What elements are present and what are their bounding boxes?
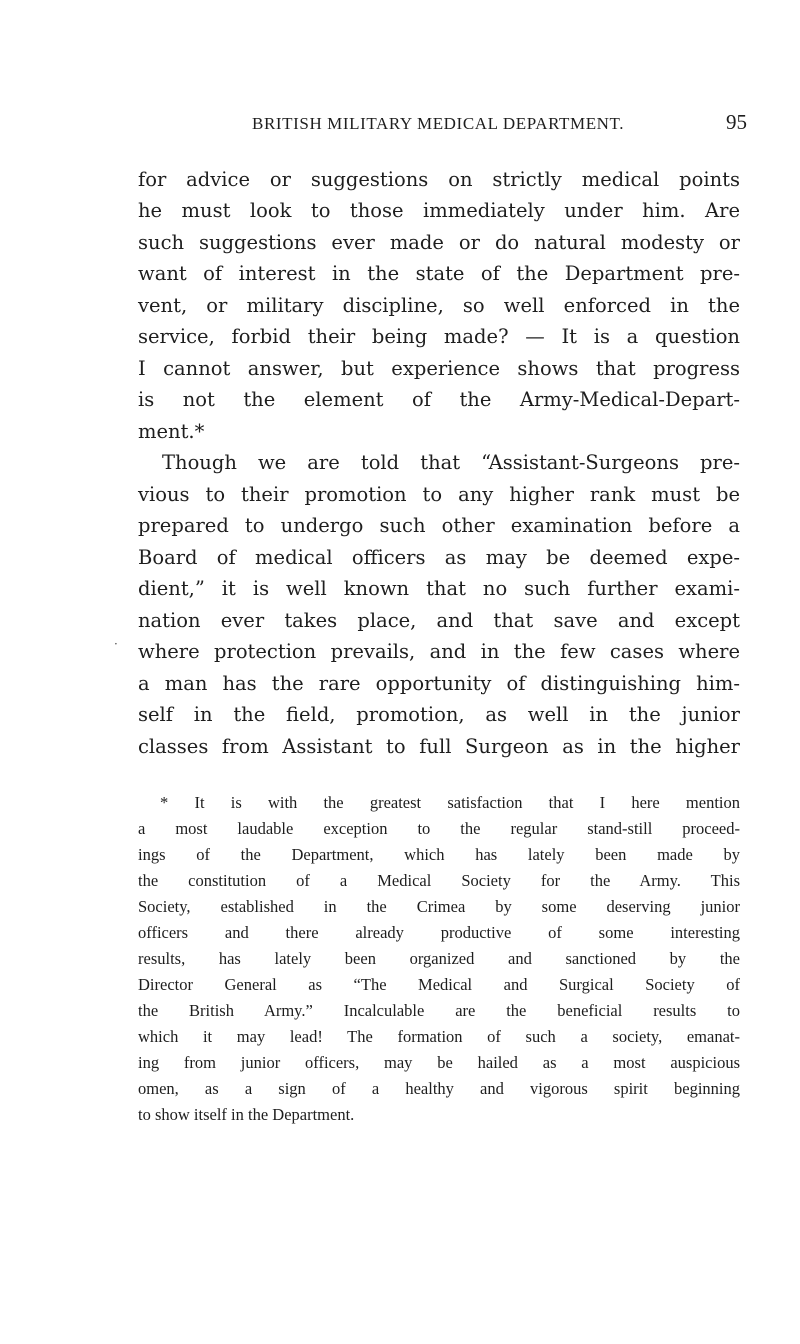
footnote-line: a most laudable exception to the regular stand-still proceed- [138, 819, 740, 838]
footnote-line: officers and there already productive of some interesting [138, 923, 740, 942]
body-line: where protection prevails, and in the few cases where [138, 640, 740, 663]
margin-mark: · [114, 637, 118, 651]
running-head: BRITISH MILITARY MEDICAL DEPARTMENT. [252, 114, 625, 133]
body-line: self in the field, promotion, as well in the junior [138, 703, 740, 726]
body-line: classes from Assistant to full Surgeon as in the higher [138, 735, 740, 758]
footnote-line: ing from junior officers, may be hailed as a most auspicious [138, 1053, 740, 1072]
footnote-line: the constitution of a Medical Society for the Army. This [138, 871, 740, 890]
body-line: a man has the rare opportunity of distinguishing him- [138, 672, 740, 695]
body-line: ment.* [138, 420, 205, 443]
footnote-line: omen, as a sign of a healthy and vigorous spirit beginning [138, 1079, 740, 1098]
body-line: want of interest in the state of the Department pre- [138, 262, 740, 285]
body-line: he must look to those immediately under him. Are [138, 199, 740, 222]
body-line: is not the element of the Army-Medical-Depart- [138, 388, 740, 411]
footnote-line: ings of the Department, which has lately been made by [138, 845, 740, 864]
body-line: prepared to undergo such other examination before a [138, 514, 740, 537]
body-line: such suggestions ever made or do natural modesty or [138, 231, 740, 254]
body-line: Board of medical officers as may be deemed expe- [138, 546, 740, 569]
body-line: for advice or suggestions on strictly medical points [138, 168, 740, 191]
body-line: I cannot answer, but experience shows that progress [138, 357, 740, 380]
footnote-line: * It is with the greatest satisfaction that I here mention [160, 793, 740, 812]
body-line: vent, or military discipline, so well enforced in the [138, 294, 740, 317]
footnote-line: the British Army.” Incalculable are the beneficial results to [138, 1001, 740, 1020]
body-line: Though we are told that “Assistant-Surgeons pre- [162, 451, 740, 474]
footnote-line: Society, established in the Crimea by some deserving junior [138, 897, 740, 916]
footnote-line: which it may lead! The formation of such a society, emanat- [138, 1027, 740, 1046]
footnote-line: Director General as “The Medical and Surgical Society of [138, 975, 740, 994]
footnote-line: results, has lately been organized and sanctioned by the [138, 949, 740, 968]
body-line: nation ever takes place, and that save and except [138, 609, 740, 632]
footnote-line: to show itself in the Department. [138, 1105, 355, 1124]
body-line: vious to their promotion to any higher rank must be [138, 483, 740, 506]
page-number: 95 [726, 110, 747, 134]
body-line: service, forbid their being made? — It is a question [138, 325, 740, 348]
body-line: dient,” it is well known that no such further exami- [138, 577, 740, 600]
